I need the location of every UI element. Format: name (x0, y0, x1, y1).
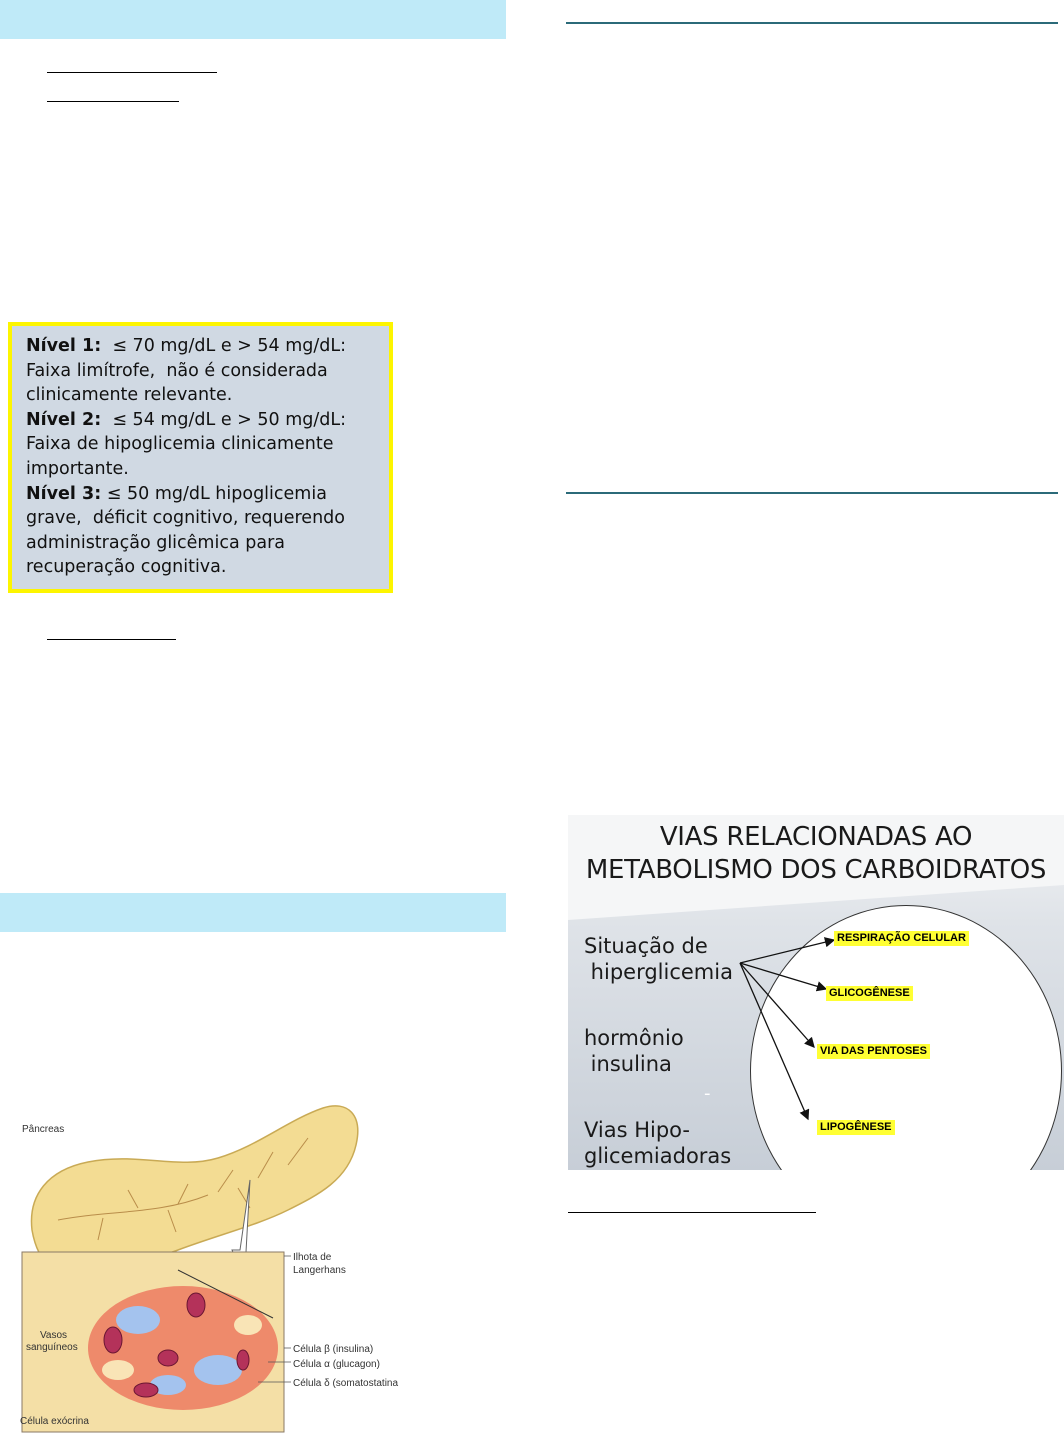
label-vessels: Vasos (40, 1330, 68, 1341)
hormone-line: insulina (584, 1052, 672, 1076)
hypoglycemia-levels-text (12, 326, 389, 589)
pathway-tag-cellular-respiration: RESPIRAÇÃO CELULAR (834, 931, 969, 946)
section-rule-top (566, 22, 1058, 24)
level1-label: Nível 1: (26, 336, 102, 356)
hormone-line: hormônio (584, 1026, 684, 1050)
heading-underline (568, 1212, 816, 1213)
label-islet: Langerhans (293, 1265, 346, 1276)
slide-title-line: METABOLISMO DOS CARBOIDRATOS (585, 855, 1047, 885)
label-delta-cell: Célula δ (somatostatina (293, 1378, 399, 1389)
label-vessels: sanguíneos (26, 1342, 78, 1353)
section-rule-middle (566, 492, 1058, 494)
level2-label: Nível 2: (26, 409, 102, 430)
level2-range: ≤ 54 mg/dL e > 50 mg/dL: (112, 409, 347, 430)
level1-range: ≤ 70 mg/dL e > 54 mg/dL: (112, 336, 347, 356)
situation-line: Situação de (584, 934, 708, 958)
pancreas-illustration (18, 1100, 410, 1435)
heading-underline (47, 72, 217, 73)
section-band-top (0, 0, 506, 39)
heading-underline (47, 101, 179, 102)
label-pancreas: Pâncreas (22, 1124, 65, 1135)
label-exocrine-cell: Célula exócrina (20, 1416, 89, 1427)
pathways-line: glicemiadoras (584, 1144, 732, 1168)
label-beta-cell: Célula β (insulina) (293, 1344, 374, 1355)
hypoglycemia-levels-box (8, 322, 393, 593)
slide-title-line: VIAS RELACIONADAS AO (659, 822, 973, 852)
label-islet: Ilhota de (293, 1252, 332, 1263)
level1-desc: Faixa limítrofe, não é considerada (26, 360, 328, 381)
situation-line: hiperglicemia (584, 960, 733, 984)
pathway-tag-pentose-pathway: VIA DAS PENTOSES (817, 1044, 930, 1059)
level2-desc: importante. (26, 458, 129, 479)
pathway-tag-lipogenesis: LIPOGÊNESE (817, 1120, 895, 1135)
dash-text: - (704, 1083, 711, 1104)
level3-range: ≤ 50 mg/dL hipoglicemia (106, 483, 327, 504)
level1-desc: clinicamente relevante. (26, 385, 233, 406)
level2-desc: Faixa de hipoglicemia clinicamente (26, 434, 334, 455)
level3-label: Nível 3: (26, 483, 102, 504)
level3-desc: administração glicêmica para (26, 532, 285, 553)
pathway-tag-glycogenesis: GLICOGÊNESE (826, 986, 913, 1001)
level3-desc: grave, déficit cognitivo, requerendo (26, 508, 345, 529)
pathway-arrows (568, 815, 1064, 1170)
level3-desc: recuperação cognitiva. (26, 557, 227, 578)
section-band-middle (0, 893, 506, 932)
label-alpha-cell: Célula α (glucagon) (293, 1359, 380, 1370)
carb-pathways-slide (568, 815, 1064, 1170)
pathways-line: Vias Hipo- (584, 1118, 690, 1142)
heading-underline (47, 639, 176, 640)
